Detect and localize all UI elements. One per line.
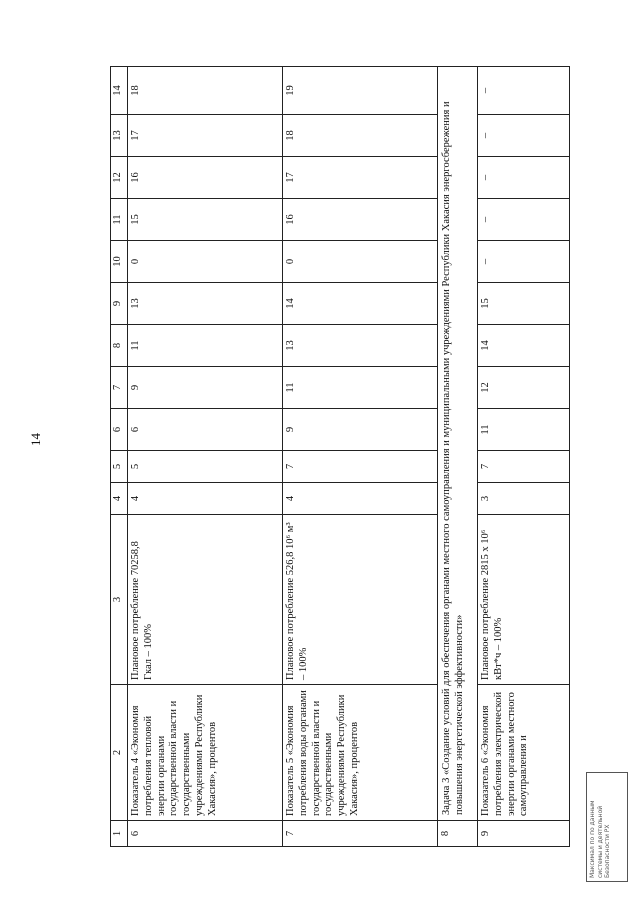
value-cell: 15 — [478, 283, 570, 325]
header-cell: 5 — [111, 451, 128, 483]
value-cell: – — [478, 241, 570, 283]
baseline: Плановое потребление 70258,8 Гкал – 100% — [128, 515, 283, 685]
stamp-line: системы и деятельной — [596, 805, 604, 878]
value-cell: 19 — [283, 67, 438, 115]
header-cell: 4 — [111, 483, 128, 515]
value-cell: 14 — [478, 325, 570, 367]
table-row — [283, 67, 438, 847]
stamp-line: Максимал по по данным — [589, 800, 596, 878]
value-cell: 0 — [283, 241, 438, 283]
header-cell: 2 — [111, 685, 128, 821]
header-cell: 12 — [111, 157, 128, 199]
rotated-table-container — [110, 67, 630, 847]
header-cell: 1 — [111, 821, 128, 847]
registry-stamp — [586, 772, 628, 882]
task-row — [438, 67, 478, 847]
value-cell: 6 — [128, 409, 283, 451]
value-cell: 16 — [128, 157, 283, 199]
indicator-name: Показатель 6 «Экономия потребления электрической энергии органами местного самоуправления и — [478, 685, 570, 821]
indicators-table — [110, 66, 570, 847]
value-cell: 11 — [283, 367, 438, 409]
value-cell: 0 — [128, 241, 283, 283]
header-cell: 13 — [111, 115, 128, 157]
header-cell: 10 — [111, 241, 128, 283]
header-cell: 3 — [111, 515, 128, 685]
header-cell: 14 — [111, 67, 128, 115]
value-cell: 13 — [128, 283, 283, 325]
value-cell: 18 — [128, 67, 283, 115]
header-cell: 8 — [111, 325, 128, 367]
value-cell: 14 — [283, 283, 438, 325]
value-cell: 12 — [478, 367, 570, 409]
value-cell: 15 — [128, 199, 283, 241]
baseline: Плановое потребление 526,8 10⁶ м³ – 100% — [283, 515, 438, 685]
page-number: 14 — [28, 433, 43, 446]
header-cell: 11 — [111, 199, 128, 241]
indicator-name: Показатель 5 «Экономия потребления воды органами государственной власти и государственными учреждениями Республики Хакасия», процентов — [283, 685, 438, 821]
header-cell: 7 — [111, 367, 128, 409]
value-cell: – — [478, 199, 570, 241]
header-cell: 9 — [111, 283, 128, 325]
stamp-line: Безопасности РХ — [604, 824, 611, 878]
value-cell: 11 — [478, 409, 570, 451]
value-cell: 9 — [128, 367, 283, 409]
row-number: 6 — [128, 821, 283, 847]
value-cell: 13 — [283, 325, 438, 367]
value-cell: 9 — [283, 409, 438, 451]
value-cell: – — [478, 157, 570, 199]
value-cell: 17 — [128, 115, 283, 157]
task-title: Задача 3 «Создание условий для обеспечения органами местного самоуправления и муниципальными учреждениями Республики Хакасия энергосбережения и повышения энергетической эффективности» — [438, 67, 478, 821]
baseline: Плановое потребление 2815 х 10⁶ кВт*ч – 100% — [478, 515, 570, 685]
value-cell: 11 — [128, 325, 283, 367]
value-cell: 5 — [128, 451, 283, 483]
value-cell: 7 — [478, 451, 570, 483]
value-cell: 3 — [478, 483, 570, 515]
value-cell: 4 — [283, 483, 438, 515]
row-number: 9 — [478, 821, 570, 847]
table-row — [478, 67, 570, 847]
header-row — [111, 67, 128, 847]
row-number: 8 — [438, 821, 478, 847]
value-cell: – — [478, 67, 570, 115]
table-row — [128, 67, 283, 847]
value-cell: 7 — [283, 451, 438, 483]
row-number: 7 — [283, 821, 438, 847]
header-cell: 6 — [111, 409, 128, 451]
value-cell: – — [478, 115, 570, 157]
value-cell: 17 — [283, 157, 438, 199]
value-cell: 18 — [283, 115, 438, 157]
value-cell: 4 — [128, 483, 283, 515]
indicator-name: Показатель 4 «Экономия потребления тепловой энергии органами государственной власти и государственными учреждениями Республики Хакасия», процентов — [128, 685, 283, 821]
value-cell: 16 — [283, 199, 438, 241]
